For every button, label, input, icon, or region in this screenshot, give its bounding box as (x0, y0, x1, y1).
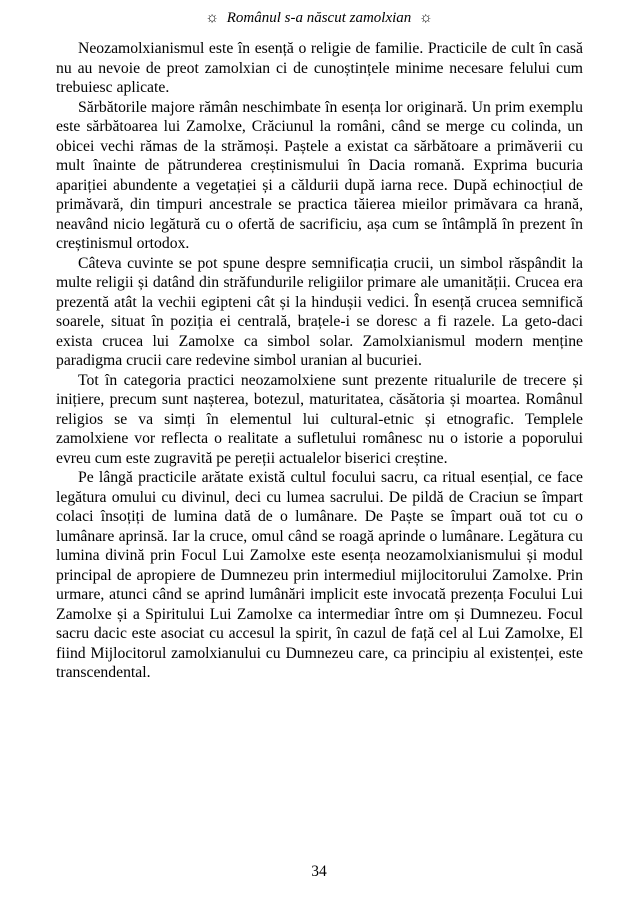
paragraph: Sărbătorile majore rămân neschimbate în esența lor originară. Un prim exemplu este sărbătoarea lui Zamolxe, Crăciunul la români, când se merge cu colinda, un obicei vechi rămas de la strămoși. Paștele a existat ca sărbătoare a primăverii cu mult înainte de pătrunderea creștinismului în Dacia romană. Exprima bucuria apariției abundente a vegetației și a căldurii după iarna rece. După echinocțiul de primăvară, din timpuri ancestrale se practica tăierea mieilor primăvara ca hrană, neavând nicio legătură cu o ofertă de sacrificiu, așa cum se întâmplă în prezent în creștinismul ortodox. (56, 98, 583, 252)
paragraph: Tot în categoria practici neozamolxiene sunt prezente ritualurile de trecere și inițiere, precum sunt nașterea, botezul, maturitatea, căsătoria și moartea. Românul religios se va simți în elementul lui cultural-etnic și etnografic. Templele zamolxiene vor reflecta o realitate a sufletului românesc nu o istorie a poporului evreu cum este zugravită pe pereții actualelor biserici creștine. (56, 371, 583, 467)
sun-icon: ☼ (419, 10, 433, 26)
sun-icon: ☼ (205, 10, 219, 26)
paragraph: Pe lângă practicile arătate există cultul focului sacru, ca ritual esențial, ce face legătura omului cu divinul, deci cu lumea sacrului. De pildă de Craciun se împart colaci însoțiți de lumina dată de o lumânare. De Paște se împart ouă tot cu o lumânare aprinsă. Iar la cruce, omul când se roagă aprinde o lumânare. Legătura cu lumina divină prin Focul Lui Zamolxe este esența neozamolxianismului și modul principal de apropiere de Dumnezeu prin intermediul mijlocitorului Zamolxe. Prin urmare, atunci când se aprind lumânări implicit este invocată prezența Focului Lui Zamolxe și a Spiritului Lui Zamolxe ca intermediar între om și Dumnezeu. Focul sacru dacic este asociat cu accesul la spirit, în cazul de față cel al Lui Zamolxe, El fiind Mijlocitorul zamolxianului cu Dumnezeu care, ca principiu al existenței, este transcendental. (56, 469, 583, 681)
paragraph: Neozamolxianismul este în esență o religie de familie. Practicile de cult în casă nu au nevoie de preot zamolxian ci de cunoștințele minime necesare felului cum trebuiesc aplicate. (56, 40, 583, 96)
book-title: Românul s-a născut zamolxian (226, 10, 412, 26)
running-header (0, 8, 638, 28)
page-body (56, 39, 583, 683)
page-number: 34 (311, 863, 327, 880)
paragraph: Câteva cuvinte se pot spune despre semnificația crucii, un simbol răspândit la multe religii și datând din străfundurile religiilor primare ale umanității. Crucea era prezentă atât la vechii egipteni cât și la hindușii vedici. În esență crucea semnifică soarele, situat în poziția ei centrală, brațele-i se doresc a fi razele. La geto-daci exista crucea lui Zamolxe ca simbol solar. Zamolxianismul modern menține paradigma crucii care redevine simbol uranian al bucuriei. (56, 254, 583, 369)
